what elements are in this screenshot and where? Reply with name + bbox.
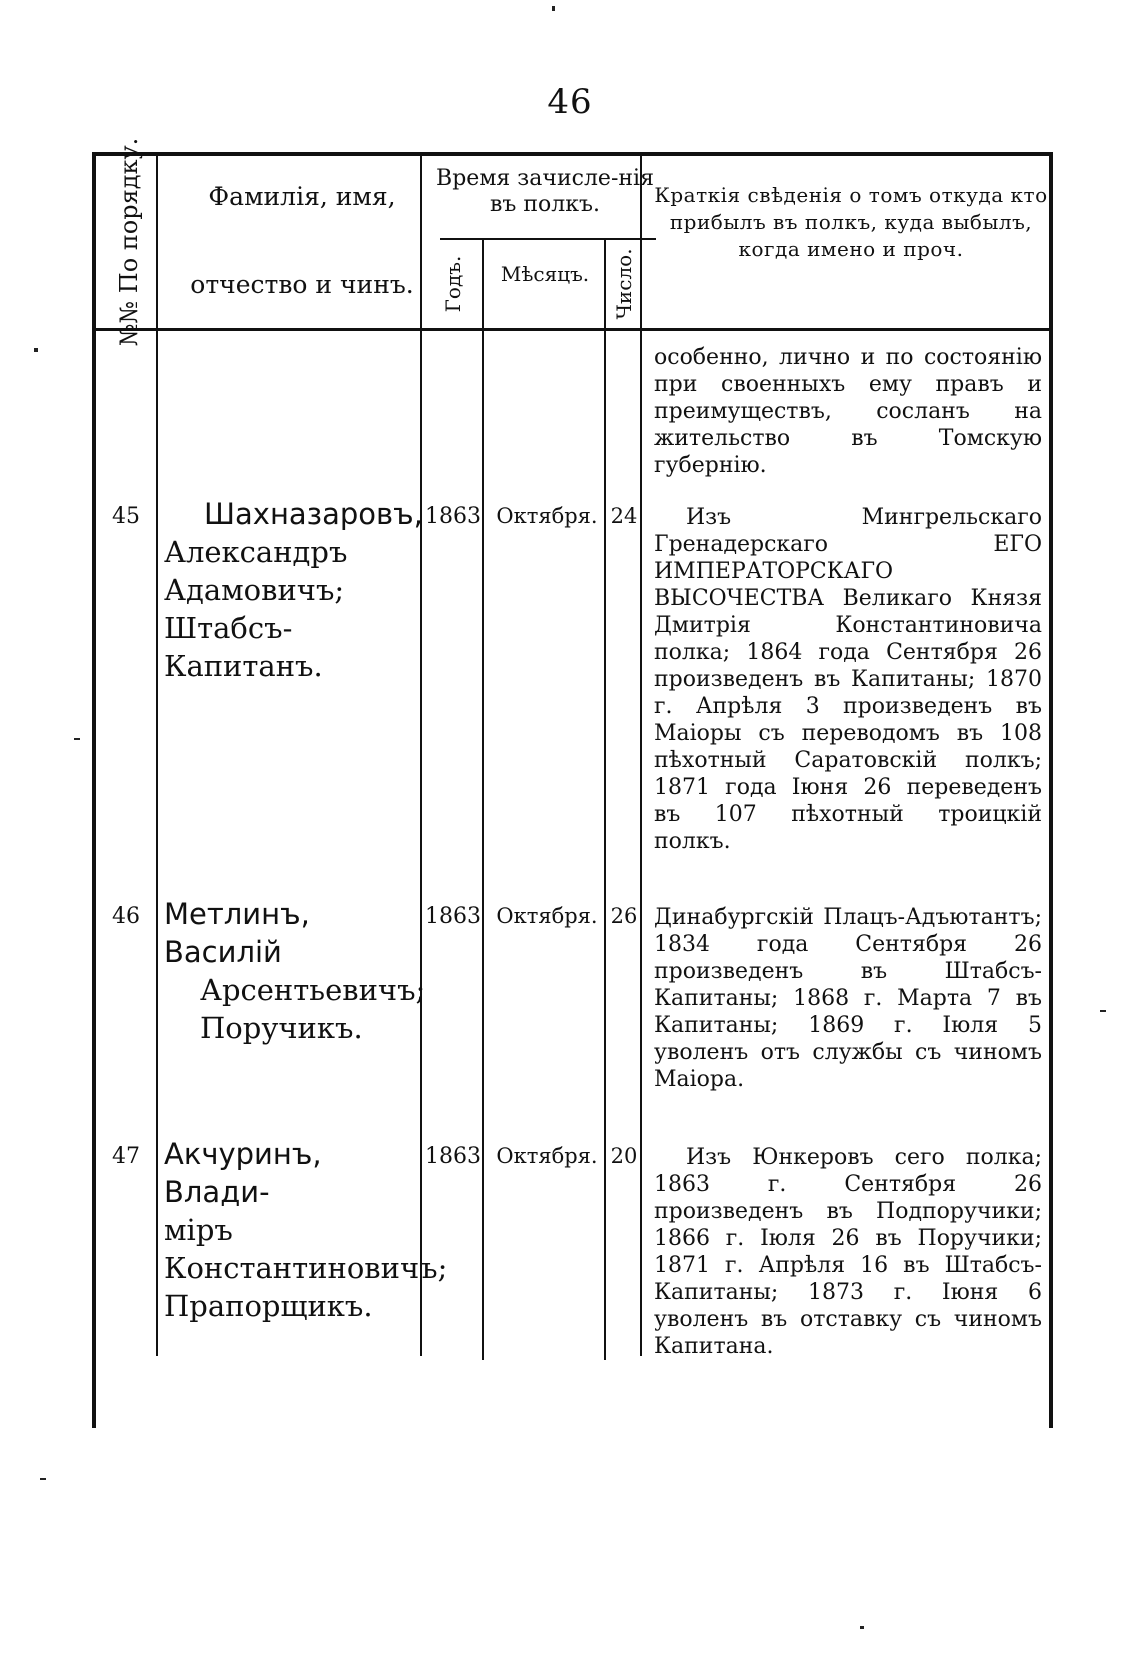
row-note: Изъ Юнкеровъ сего полка; 1863 г. Сентября 26 произведенъ въ Подпоручики; 1866 г. Іюля 26 въ Поручики; 1871 г. Апрѣля 16 въ Штабсъ-Капитаны; 1873 г. Іюня 6 уволенъ въ отставку съ чиномъ Капитана. (654, 1145, 1042, 1359)
top-rule (92, 152, 1053, 156)
row-day: 24 (610, 504, 638, 528)
column-divider-year (482, 240, 484, 1360)
row-day: 20 (610, 1144, 638, 1168)
row-surname: Акчуринъ, Влади- (164, 1137, 322, 1209)
row-surname: Шахназаровъ, (204, 497, 423, 531)
row-month: Октября. (496, 504, 598, 528)
column-divider-number (156, 156, 158, 1356)
column-divider-month (604, 240, 606, 1360)
regiment-register-table (92, 137, 1053, 1428)
row-number: 45 (112, 504, 140, 529)
row-surname: Метлинъ, Василій (164, 897, 310, 969)
header-name-line1: Фамилія, имя, (208, 182, 396, 211)
header-month: Мѣсяцъ. (500, 262, 590, 286)
row-note: Динабургскій Плацъ-Адъютантъ; 1834 года Сентября 26 произведенъ въ Штабсъ-Капитаны; 1868 г. Марта 7 въ Капитаны; 1869 г. Іюля 5 уволенъ отъ службы съ чиномъ Маіора. (654, 905, 1042, 1092)
row-note: Изъ Мингрельскаго Гренадерскаго ЕГО ИМПЕРАТОРСКАГО ВЫСОЧЕСТВА Великаго Князя Дмитрія Константиновича полка; 1864 года Сентября 26 произведенъ въ Капитаны; 1870 г. Апрѣля 3 произведенъ въ Маіоры съ переводомъ въ 108 пѣхотный Саратовскій полкъ; 1871 года Іюня 26 переведенъ въ 107 пѣхотный троицкій полкъ. (654, 505, 1042, 854)
row-name (164, 495, 422, 685)
row-year: 1863 (425, 904, 481, 929)
row-number: 47 (112, 1144, 140, 1169)
row-name (164, 895, 426, 1047)
row-name-rest: Александръ Адамовичъ; Штабсъ-Капитанъ. (164, 535, 348, 683)
row-day: 26 (610, 904, 638, 928)
left-edge-line (92, 156, 96, 1428)
row-month: Октября. (496, 1144, 598, 1168)
page-number: 46 (547, 82, 593, 122)
continued-note: особенно, лично и по состоянію при своенныхъ ему правъ и преимуществъ, сосланъ на жительство въ Томскую губернію. (654, 345, 1042, 478)
header-name-line2: отчество и чинъ. (190, 270, 414, 299)
row-year: 1863 (425, 504, 481, 529)
row-name-rest: Арсентьевичъ; Поручикъ. (200, 973, 426, 1045)
row-year: 1863 (425, 1144, 481, 1169)
header-enrollment-time: Время зачисле-нія въ полкъ. (436, 166, 654, 217)
row-name (164, 1135, 448, 1325)
scan-speck (40, 1478, 46, 1480)
scan-speck (1100, 1010, 1106, 1012)
column-divider-day (640, 156, 642, 1356)
scan-speck (74, 738, 80, 740)
scan-speck (34, 348, 38, 352)
row-name-rest: міръ Константиновичъ; Прапорщикъ. (164, 1213, 448, 1323)
scan-speck (552, 6, 555, 11)
header-rule (92, 328, 1053, 331)
header-order-number: №№ По порядку. (115, 137, 143, 347)
scan-speck (860, 1626, 864, 1629)
header-year: Годъ. (441, 255, 465, 313)
row-month: Октября. (496, 904, 598, 928)
row-number: 46 (112, 904, 140, 929)
header-notes: Краткія свѣденія о томъ откуда кто прибылъ въ полкъ, куда выбылъ, когда имено и проч. (654, 183, 1048, 261)
right-edge-line (1049, 156, 1053, 1428)
header-day: Число. (612, 248, 636, 320)
